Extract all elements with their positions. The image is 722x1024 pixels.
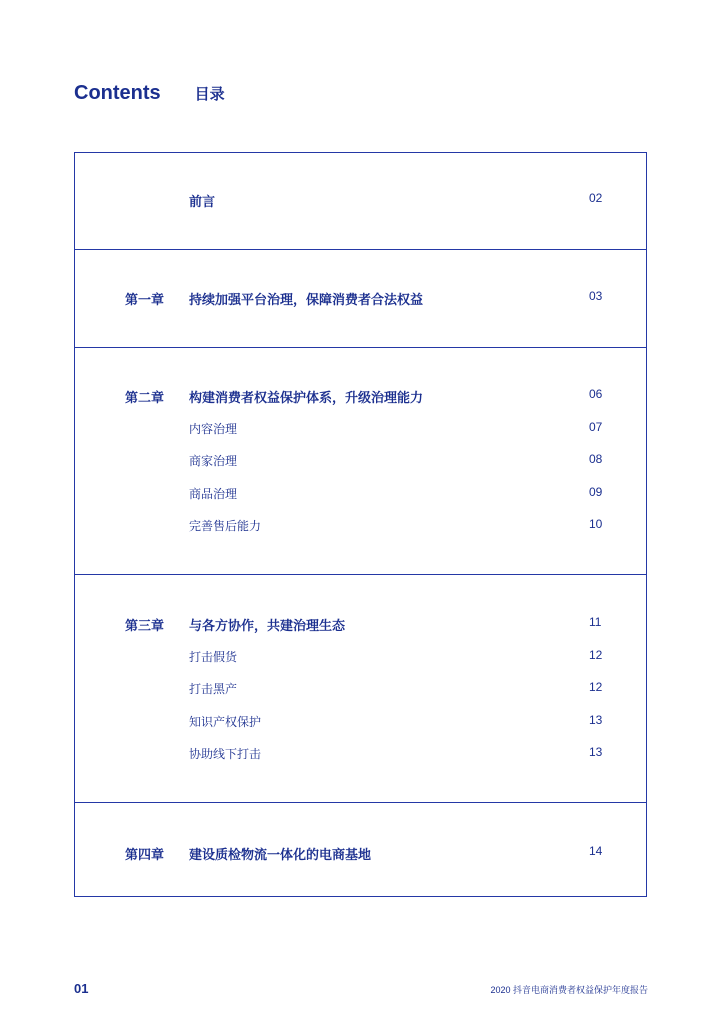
subentry-page: 13 [589,745,603,759]
subentry-page: 12 [589,680,603,694]
contents-title-zh: 目录 [194,86,225,103]
toc-entry[interactable] [75,844,646,864]
toc-entry[interactable] [75,191,646,211]
toc-entry[interactable] [75,387,646,407]
subentry-page: 09 [589,485,603,499]
page-header [74,82,225,105]
subentry-title: 知识产权保护 [189,715,262,729]
subentry-page: 10 [589,517,603,531]
table-of-contents [74,152,647,897]
entry-page: 06 [589,387,603,401]
subentry-page: 13 [589,713,603,727]
toc-section-chapter-2 [75,347,646,574]
chapter-label: 第一章 [125,292,165,307]
entry-page: 11 [589,615,602,629]
toc-subentry[interactable] [75,452,646,472]
footer-report-title: 2020 抖音电商消费者权益保护年度报告 [490,985,648,995]
entry-page: 02 [589,191,603,205]
subentry-title: 打击假货 [189,650,238,664]
toc-subentry[interactable] [75,680,646,700]
toc-subentry[interactable] [75,420,646,440]
chapter-label: 第三章 [125,618,165,633]
contents-title-en: Contents [74,82,161,104]
toc-subentry[interactable] [75,517,646,537]
subentry-title: 商品治理 [189,487,238,501]
subentry-page: 08 [589,452,603,466]
toc-subentry[interactable] [75,485,646,505]
subentry-title: 完善售后能力 [189,519,262,533]
footer-page-number: 01 [74,981,89,996]
subentry-page: 12 [589,648,603,662]
subentry-title: 协助线下打击 [189,747,262,761]
subentry-page: 07 [589,420,603,434]
toc-section-chapter-1 [75,249,646,347]
toc-subentry[interactable] [75,745,646,765]
subentry-title: 商家治理 [189,454,238,468]
entry-page: 14 [589,844,603,858]
entry-title: 构建消费者权益保护体系，升级治理能力 [189,390,424,405]
toc-section-chapter-4 [75,802,646,897]
chapter-label: 第四章 [125,847,165,862]
toc-entry[interactable] [75,615,646,635]
entry-title: 前言 [189,194,216,209]
chapter-label: 第二章 [125,390,165,405]
toc-subentry[interactable] [75,713,646,733]
entry-page: 03 [589,289,603,303]
toc-subentry[interactable] [75,648,646,668]
entry-title: 建设质检物流一体化的电商基地 [189,847,372,862]
toc-entry[interactable] [75,289,646,309]
subentry-title: 内容治理 [189,422,238,436]
toc-section-preface [75,153,646,249]
subentry-title: 打击黑产 [189,682,238,696]
toc-section-chapter-3 [75,574,646,802]
entry-title: 与各方协作，共建治理生态 [189,618,346,633]
entry-title: 持续加强平台治理，保障消费者合法权益 [189,292,424,307]
